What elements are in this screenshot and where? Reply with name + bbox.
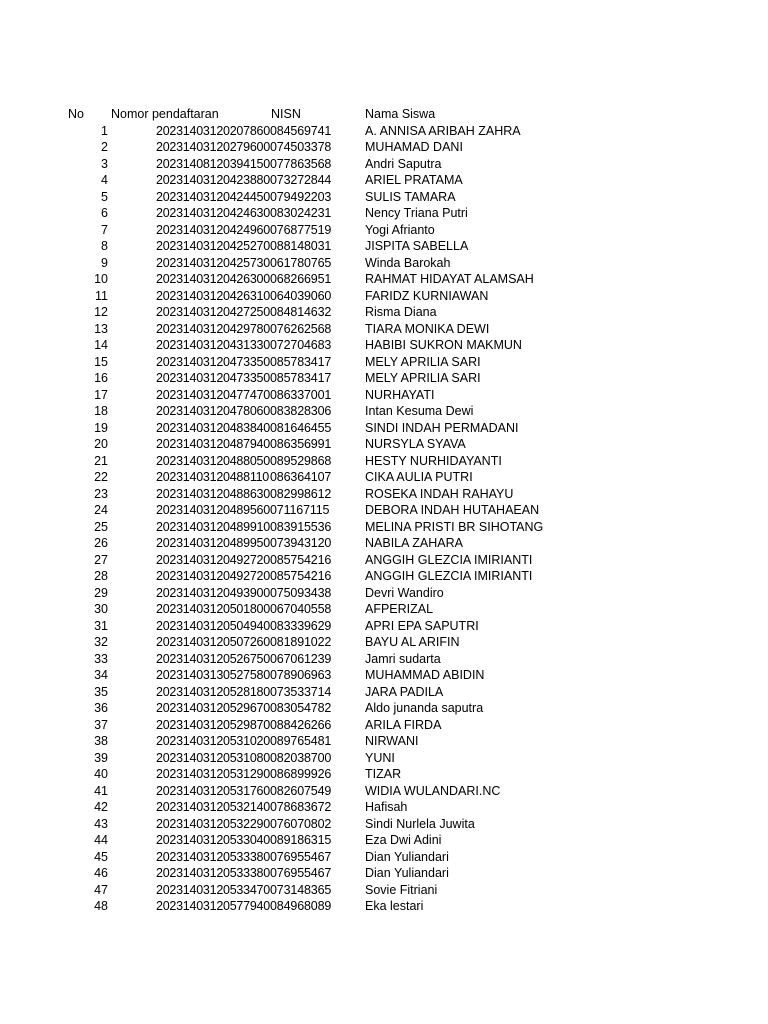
table-row <box>0 205 768 222</box>
table-row <box>0 799 768 816</box>
header-no: No <box>68 107 84 121</box>
row-number: 38 <box>94 734 108 748</box>
row-number: 46 <box>94 866 108 880</box>
table-row <box>0 717 768 734</box>
nisn-value: 085783417 <box>270 371 332 385</box>
nisn-value: 088148031 <box>270 239 332 253</box>
row-number: 6 <box>101 206 108 220</box>
table-row <box>0 766 768 783</box>
table-row <box>0 882 768 899</box>
registration-number: 20231403120207860 <box>156 123 270 138</box>
student-name: NIRWANI <box>365 734 419 748</box>
nisn-value: 085754216 <box>270 569 332 583</box>
nisn-value: 086337001 <box>270 387 332 402</box>
student-name: A. ANNISA ARIBAH ZAHRA <box>365 123 521 138</box>
student-name: Dian Yuliandari <box>365 866 449 880</box>
registration-number: 20231403120424450 <box>156 189 270 204</box>
row-number: 18 <box>94 404 108 418</box>
student-name: YUNI <box>365 750 395 765</box>
registration-number: 20231403120531080 <box>156 750 270 765</box>
registration-number: 20231403120473350 <box>156 354 270 369</box>
table-row <box>0 750 768 767</box>
student-name: DEBORA INDAH HUTAHAEAN <box>365 503 540 517</box>
row-number: 47 <box>94 882 108 897</box>
registration-number: 20231403120492720 <box>156 552 270 567</box>
row-number: 32 <box>94 635 108 649</box>
table-row <box>0 601 768 618</box>
row-number: 8 <box>101 239 108 253</box>
registration-number: 20231403120531290 <box>156 767 270 781</box>
student-name: SULIS TAMARA <box>365 189 456 204</box>
table-row <box>0 156 768 173</box>
row-number: 39 <box>94 750 108 765</box>
row-number: 12 <box>94 305 108 319</box>
nisn-value: 083339629 <box>270 618 332 633</box>
student-name: Dian Yuliandari <box>365 849 449 864</box>
nisn-value: 086899926 <box>270 767 332 781</box>
registration-number: 20231403120528180 <box>156 684 270 699</box>
row-number: 43 <box>94 816 108 831</box>
nisn-value: 068266951 <box>270 272 332 286</box>
registration-number: 20231403120493900 <box>156 585 270 600</box>
nisn-value: 081646455 <box>270 420 332 435</box>
row-number: 40 <box>94 767 108 781</box>
registration-number: 20231403120488630 <box>156 486 270 501</box>
registration-number: 20231403120489910 <box>156 519 270 534</box>
nisn-value: 086356991 <box>270 437 332 451</box>
student-name: MELY APRILIA SARI <box>365 354 481 369</box>
registration-number: 20231403120507260 <box>156 635 270 649</box>
row-number: 13 <box>94 321 108 336</box>
student-name: ROSEKA INDAH RAHAYU <box>365 486 514 501</box>
student-name: NABILA ZAHARA <box>365 536 463 550</box>
table-row <box>0 865 768 882</box>
nisn-value: 073272844 <box>270 173 332 187</box>
table-row <box>0 139 768 156</box>
nisn-value: 067061239 <box>270 651 332 666</box>
student-name: Aldo junanda saputra <box>365 701 484 715</box>
table-row <box>0 832 768 849</box>
student-name: TIARA MONIKA DEWI <box>365 321 490 336</box>
row-number: 21 <box>94 453 108 468</box>
nisn-value: 072704683 <box>270 338 332 352</box>
nisn-value: 083024231 <box>270 206 332 220</box>
student-name: JISPITA SABELLA <box>365 239 469 253</box>
table-row <box>0 189 768 206</box>
registration-number: 20231403120492720 <box>156 569 270 583</box>
student-name: NURSYLA SYAVA <box>365 437 466 451</box>
row-number: 29 <box>94 585 108 600</box>
row-number: 41 <box>94 783 108 798</box>
student-name: MUHAMAD DANI <box>365 140 463 154</box>
row-number: 4 <box>101 173 108 187</box>
table-row <box>0 321 768 338</box>
registration-number: 20231403120533470 <box>156 882 270 897</box>
nisn-value: 084569741 <box>270 123 332 138</box>
registration-number: 20231403120483840 <box>156 420 270 435</box>
student-name: Nency Triana Putri <box>365 206 468 220</box>
registration-number: 20231403120426310 <box>156 288 270 303</box>
table-row <box>0 222 768 239</box>
nisn-value: 082998612 <box>270 486 332 501</box>
row-number: 10 <box>94 272 108 286</box>
nisn-value: 076070802 <box>270 816 332 831</box>
registration-number: 20231403120279600 <box>156 140 270 154</box>
student-name: RAHMAT HIDAYAT ALAMSAH <box>365 272 534 286</box>
registration-number: 20231403120533380 <box>156 866 270 880</box>
nisn-value: 074503378 <box>270 140 332 154</box>
nisn-value: 079492203 <box>270 189 332 204</box>
student-name: CIKA AULIA PUTRI <box>365 470 473 484</box>
row-number: 9 <box>101 255 108 270</box>
nisn-value: 083054782 <box>270 701 332 715</box>
nisn-value: 084968089 <box>270 899 332 913</box>
registration-number: 20231403120504940 <box>156 618 270 633</box>
table-row <box>0 651 768 668</box>
table-row <box>0 387 768 404</box>
registration-number: 20231403120424960 <box>156 222 270 237</box>
nisn-value: 061780765 <box>270 255 332 270</box>
row-number: 48 <box>94 899 108 913</box>
nisn-value: 088426266 <box>270 717 332 732</box>
row-number: 14 <box>94 338 108 352</box>
registration-number: 20231403120577940 <box>156 899 270 913</box>
registration-number: 20231403120532140 <box>156 800 270 814</box>
row-number: 33 <box>94 651 108 666</box>
registration-number: 20231403120533380 <box>156 849 270 864</box>
registration-number: 20231403120488050 <box>156 453 270 468</box>
registration-number: 20231403120429780 <box>156 321 270 336</box>
registration-number: 20231403120531020 <box>156 734 270 748</box>
table-row <box>0 700 768 717</box>
row-number: 34 <box>94 668 108 682</box>
nisn-value: 089529868 <box>270 453 332 468</box>
row-number: 11 <box>95 288 108 303</box>
registration-number: 20231403120532290 <box>156 816 270 831</box>
row-number: 27 <box>94 552 108 567</box>
student-name: Andri Saputra <box>365 156 442 171</box>
table-row <box>0 255 768 272</box>
row-number: 42 <box>94 800 108 814</box>
nisn-value: 064039060 <box>270 288 332 303</box>
student-name: HABIBI SUKRON MAKMUN <box>365 338 522 352</box>
student-name: MELY APRILIA SARI <box>365 371 481 385</box>
nisn-value: 082038700 <box>270 750 332 765</box>
student-name: Winda Barokah <box>365 255 451 270</box>
student-name: MELINA PRISTI BR SIHOTANG <box>365 519 544 534</box>
row-number: 30 <box>94 602 108 616</box>
nisn-value: 076877519 <box>270 222 332 237</box>
student-name: AFPERIZAL <box>365 602 434 616</box>
table-row <box>0 486 768 503</box>
registration-number: 20231403130527580 <box>156 668 270 682</box>
table-row <box>0 172 768 189</box>
row-number: 20 <box>94 437 108 451</box>
row-number: 26 <box>94 536 108 550</box>
registration-number: 20231403120431330 <box>156 338 270 352</box>
student-name: Intan Kesuma Dewi <box>365 404 474 418</box>
table-row <box>0 288 768 305</box>
row-number: 22 <box>94 470 108 484</box>
table-row <box>0 535 768 552</box>
nisn-value: 076955467 <box>270 849 332 864</box>
registration-number: 20231403120489950 <box>156 536 270 550</box>
row-number: 28 <box>94 569 108 583</box>
table-row <box>0 733 768 750</box>
registration-number: 20231403120488110 <box>156 470 270 484</box>
table-row <box>0 816 768 833</box>
table-row <box>0 849 768 866</box>
student-name: Jamri sudarta <box>365 651 441 666</box>
nisn-value: 073148365 <box>270 882 332 897</box>
header-row <box>0 106 768 123</box>
student-name: TIZAR <box>365 767 402 781</box>
table-row <box>0 123 768 140</box>
table-row <box>0 238 768 255</box>
student-name: Devri Wandiro <box>365 585 444 600</box>
row-number: 25 <box>94 519 108 534</box>
row-number: 3 <box>101 156 108 171</box>
student-name: ARIEL PRATAMA <box>365 173 463 187</box>
table-row <box>0 304 768 321</box>
registration-number: 20231403120529670 <box>156 701 270 715</box>
student-name: Eza Dwi Adini <box>365 833 442 847</box>
nisn-value: 075093438 <box>270 585 332 600</box>
table-row <box>0 568 768 585</box>
row-number: 1 <box>101 123 108 138</box>
nisn-value: 085783417 <box>270 354 332 369</box>
registration-number: 20231403120489560 <box>156 503 270 517</box>
table-row <box>0 469 768 486</box>
header-student-name: Nama Siswa <box>365 107 436 121</box>
student-name: ANGGIH GLEZCIA IMIRIANTI <box>365 569 533 583</box>
nisn-value: 082607549 <box>270 783 332 798</box>
student-name: Risma Diana <box>365 305 437 319</box>
student-name: JARA PADILA <box>365 684 444 699</box>
student-name: NURHAYATI <box>365 387 435 402</box>
row-number: 35 <box>94 684 108 699</box>
row-number: 24 <box>94 503 108 517</box>
header-nisn: NISN <box>271 107 301 121</box>
row-number: 7 <box>101 222 108 237</box>
student-name: WIDIA WULANDARI.NC <box>365 783 501 798</box>
student-name: Sovie Fitriani <box>365 882 438 897</box>
student-name: MUHAMMAD ABIDIN <box>365 668 485 682</box>
row-number: 44 <box>94 833 108 847</box>
registration-number: 20231403120427250 <box>156 305 270 319</box>
registration-number: 20231403120425730 <box>156 255 270 270</box>
row-number: 17 <box>94 387 108 402</box>
table-row <box>0 585 768 602</box>
student-name: Eka lestari <box>365 899 424 913</box>
row-number: 23 <box>94 486 108 501</box>
row-number: 45 <box>94 849 108 864</box>
registration-number: 20231403120478060 <box>156 404 270 418</box>
row-number: 31 <box>94 618 108 633</box>
student-name: Hafisah <box>365 800 408 814</box>
student-name: SINDI INDAH PERMADANI <box>365 420 519 435</box>
table-row <box>0 370 768 387</box>
table-row <box>0 783 768 800</box>
nisn-value: 071167115 <box>270 503 330 517</box>
registration-number: 20231403120501800 <box>156 602 270 616</box>
student-name: BAYU AL ARIFIN <box>365 635 460 649</box>
table-row <box>0 634 768 651</box>
registration-number: 20231403120526750 <box>156 651 270 666</box>
table-row <box>0 898 768 915</box>
table-row <box>0 502 768 519</box>
nisn-value: 086364107 <box>270 470 332 484</box>
registration-number: 20231403120426300 <box>156 272 270 286</box>
row-number: 2 <box>101 140 108 154</box>
row-number: 15 <box>94 354 108 369</box>
table-row <box>0 667 768 684</box>
registration-number: 20231403120529870 <box>156 717 270 732</box>
student-name: Yogi Afrianto <box>365 222 435 237</box>
nisn-value: 081891022 <box>270 635 332 649</box>
nisn-value: 085754216 <box>270 552 332 567</box>
row-number: 5 <box>101 189 108 204</box>
table-row <box>0 519 768 536</box>
student-name: ARILA FIRDA <box>365 717 442 732</box>
registration-number: 20231403120425270 <box>156 239 270 253</box>
table-row <box>0 552 768 569</box>
student-name: Sindi Nurlela Juwita <box>365 816 475 831</box>
student-name: FARIDZ KURNIAWAN <box>365 288 489 303</box>
table-row <box>0 420 768 437</box>
table-row <box>0 453 768 470</box>
table-row <box>0 618 768 635</box>
registration-number: 20231403120423880 <box>156 173 270 187</box>
table-row <box>0 354 768 371</box>
student-name: HESTY NURHIDAYANTI <box>365 453 502 468</box>
table-row <box>0 684 768 701</box>
nisn-value: 083828306 <box>270 404 332 418</box>
row-number: 19 <box>94 420 108 435</box>
nisn-value: 073943120 <box>270 536 332 550</box>
table-row <box>0 271 768 288</box>
nisn-value: 077863568 <box>270 156 332 171</box>
nisn-value: 076262568 <box>270 321 332 336</box>
registration-number: 20231403120487940 <box>156 437 270 451</box>
table-row <box>0 337 768 354</box>
nisn-value: 083915536 <box>270 519 332 534</box>
nisn-value: 089186315 <box>270 833 332 847</box>
registration-number: 20231403120477470 <box>156 387 270 402</box>
nisn-value: 078906963 <box>270 668 332 682</box>
nisn-value: 084814632 <box>270 305 332 319</box>
nisn-value: 089765481 <box>270 734 332 748</box>
student-name: APRI EPA SAPUTRI <box>365 618 479 633</box>
registration-number: 20231403120533040 <box>156 833 270 847</box>
registration-number: 20231403120473350 <box>156 371 270 385</box>
registration-number: 20231403120531760 <box>156 783 270 798</box>
row-number: 16 <box>94 371 108 385</box>
nisn-value: 078683672 <box>270 800 332 814</box>
table-row <box>0 436 768 453</box>
student-list-sheet <box>0 106 768 915</box>
table-body <box>0 123 768 915</box>
student-name: ANGGIH GLEZCIA IMIRIANTI <box>365 552 533 567</box>
table-row <box>0 403 768 420</box>
registration-number: 20231408120394150 <box>156 156 270 171</box>
nisn-value: 067040558 <box>270 602 332 616</box>
row-number: 36 <box>94 701 108 715</box>
nisn-value: 073533714 <box>270 684 332 699</box>
registration-number: 20231403120424630 <box>156 206 270 220</box>
nisn-value: 076955467 <box>270 866 332 880</box>
header-registration-number: Nomor pendaftaran <box>111 107 219 121</box>
row-number: 37 <box>94 717 108 732</box>
